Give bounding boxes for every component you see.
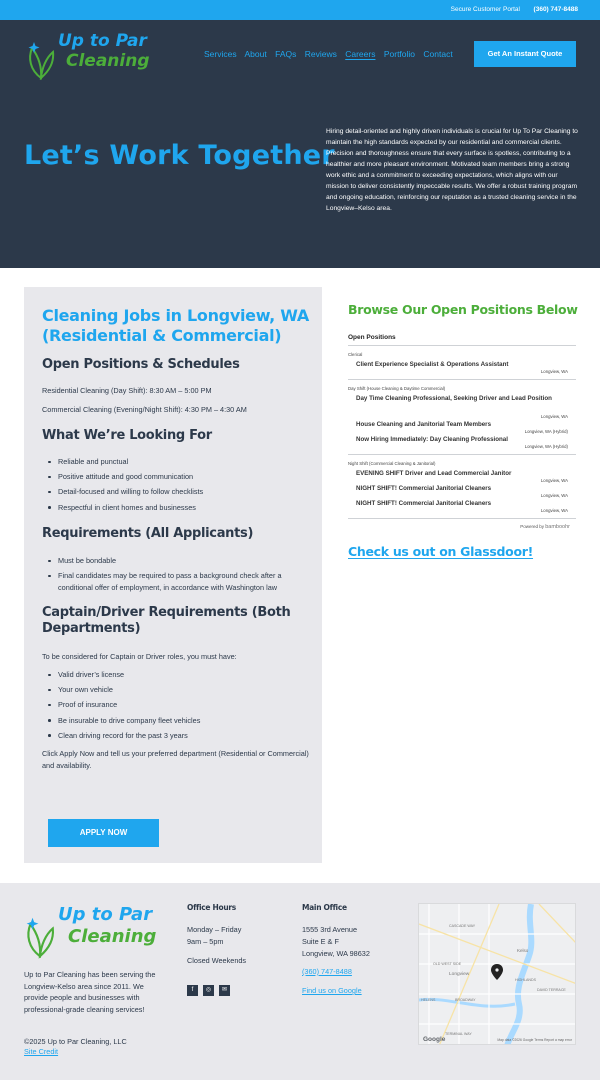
header-logo[interactable] [26, 32, 148, 84]
job-title-link[interactable]: Client Experience Specialist & Operations Assistant [356, 361, 509, 368]
map-label: CASCADE WAY [449, 924, 476, 928]
list-item: Reliable and punctual [58, 456, 308, 468]
jobs-card-title: Cleaning Jobs in Longview, WA (Residential & Commercial) [42, 306, 309, 345]
job-location: Longview, WA [540, 369, 568, 374]
browse-positions-heading: Browse Our Open Positions Below [348, 302, 578, 317]
footer-about: Up to Par Cleaning has been serving the Longview-Kelso area since 2011. We provide people and businesses with professional-grade cleaning services! [24, 970, 156, 1014]
map-label: Longview [449, 972, 470, 977]
logo-line-2: Cleaning [68, 926, 157, 947]
schedule-commercial: Commercial Cleaning (Evening/Night Shift): 4:30 PM – 4:30 AM [42, 405, 247, 414]
list-item: Your own vehicle [58, 684, 308, 696]
map-attribution[interactable]: Map data ©2026 Google Terms Report a map error [497, 1038, 572, 1042]
map-label: BROADWAY [455, 998, 476, 1002]
captain-requirements-list [58, 669, 308, 745]
looking-for-heading: What We’re Looking For [42, 428, 212, 443]
job-title-link[interactable]: NIGHT SHIFT! Commercial Janitorial Cleaners [356, 485, 492, 492]
footer-phone-link[interactable]: (360) 747-8488 [302, 967, 352, 976]
job-listing[interactable] [348, 500, 576, 515]
map-label: OLD WEST SIDE [433, 962, 462, 966]
open-positions-widget [348, 334, 576, 530]
schedule-residential: Residential Cleaning (Day Shift): 8:30 AM – 5:00 PM [42, 386, 212, 395]
nav-about[interactable]: About [244, 49, 267, 59]
customer-portal-link[interactable]: Secure Customer Portal [450, 6, 520, 13]
address-line-2: Suite E & F [302, 937, 339, 946]
hours-time: 9am – 5pm [187, 937, 224, 946]
job-location: Longview, WA (Hybrid) [524, 444, 568, 449]
top-bar [0, 0, 600, 20]
job-group-name: Day Shift (House Cleaning & Daytime Commercial) [348, 386, 446, 391]
job-title-link[interactable]: EVENING SHIFT Driver and Lead Commercial Janitor [356, 470, 512, 477]
apply-now-button[interactable]: APPLY NOW [48, 819, 159, 847]
positions-heading: Open Positions & Schedules [42, 357, 240, 372]
job-title-link[interactable]: NIGHT SHIFT! Commercial Janitorial Cleaners [356, 500, 492, 507]
job-location: Longview, WA [540, 508, 568, 513]
list-item: Proof of insurance [58, 699, 308, 711]
nav-services[interactable]: Services [204, 49, 237, 59]
job-listing[interactable] [348, 470, 576, 485]
jobs-info-card [24, 287, 322, 863]
job-listing[interactable] [348, 485, 576, 500]
job-location: Longview, WA [540, 493, 568, 498]
job-title-link[interactable]: Now Hiring Immediately: Day Cleaning Professional [356, 436, 508, 443]
logo-line-1: Up to Par [58, 904, 153, 925]
main-nav [204, 49, 459, 59]
job-location: Longview, WA (Hybrid) [524, 429, 568, 434]
job-listing[interactable] [348, 395, 576, 421]
hero-section [0, 20, 600, 268]
leaf-sparkle-icon [26, 40, 56, 80]
glassdoor-link[interactable]: Check us out on Glassdoor! [348, 544, 534, 559]
looking-for-list [58, 456, 308, 517]
powered-by-label: Powered by [520, 524, 544, 529]
site-credit-link[interactable]: Site Credit [24, 1047, 59, 1056]
location-map[interactable] [418, 903, 576, 1045]
nav-careers[interactable]: Careers [345, 49, 376, 59]
map-label: TERMINAL WAY [445, 1032, 472, 1036]
map-label: HELENS [421, 998, 436, 1002]
main-office-heading: Main Office [302, 903, 347, 912]
hero-title: Let’s Work Together [24, 140, 335, 171]
nav-faqs[interactable]: FAQs [275, 49, 297, 59]
job-group-name: Clerical [348, 352, 363, 357]
job-group-name: Night Shift (Commercial Cleaning & Janitorial) [348, 461, 436, 466]
requirements-list [58, 555, 308, 597]
hero-description: Hiring detail-oriented and highly driven individuals is crucial for Up To Par Cleaning to maintain the high standards expected by our residential and commercial clients. Precision and thoroughness ensure that every surface is spotless, contributing to a healthier and more pleasant environment. Motivated team members bring a strong work ethic and a commitment to exceeding expectations, which aligns with our mission to deliver consistently impeccable results. We offer a robust training program and ongoing education, reinforcing our reputation as a trusted cleaning service in the Longview–Kelso area. [326, 128, 578, 212]
list-item: Positive attitude and good communication [58, 471, 308, 483]
map-graphic [419, 904, 576, 1045]
job-title-link[interactable]: House Cleaning and Janitorial Team Members [356, 421, 492, 428]
instant-quote-button[interactable]: Get An Instant Quote [474, 41, 576, 67]
apply-instructions: Click Apply Now and tell us your preferred department (Residential or Commercial) and availability. [42, 749, 309, 770]
nav-reviews[interactable]: Reviews [304, 49, 337, 59]
job-listing[interactable] [348, 421, 576, 436]
job-listing[interactable] [348, 436, 576, 451]
list-item: Valid driver’s license [58, 669, 308, 681]
job-group-day-shift [348, 380, 576, 455]
google-link[interactable]: Find us on Google [302, 986, 362, 995]
job-group-clerical [348, 346, 576, 380]
google-wordmark: Google [423, 1036, 446, 1043]
facebook-icon[interactable]: f [187, 985, 198, 996]
captain-driver-heading: Captain/Driver Requirements (Both Departments) [42, 605, 291, 636]
logo-line-1: Up to Par [58, 31, 147, 51]
leaf-sparkle-icon [24, 915, 56, 959]
office-hours-heading: Office Hours [187, 903, 236, 912]
bamboohr-logo: bamboohr [545, 524, 570, 530]
job-location: Longview, WA [540, 478, 568, 483]
requirements-heading: Requirements (All Applicants) [42, 526, 254, 541]
nav-contact[interactable]: Contact [423, 49, 453, 59]
address-line-1: 1555 3rd Avenue [302, 925, 358, 934]
footer-logo[interactable] [24, 905, 160, 961]
list-item: Final candidates may be required to pass a background check after a conditional offer of employment, in accordance with Washington law [58, 570, 308, 593]
hours-days: Monday – Friday [187, 925, 242, 934]
powered-by[interactable] [348, 519, 576, 530]
list-item: Be insurable to drive company fleet vehicles [58, 715, 308, 727]
list-item: Detail-focused and willing to follow checklists [58, 486, 308, 498]
job-title-link[interactable]: Day Time Cleaning Professional, Seeking Driver and Lead Position [356, 395, 552, 402]
captain-intro: To be considered for Captain or Driver roles, you must have: [42, 652, 237, 661]
list-item: Clean driving record for the past 3 years [58, 730, 308, 742]
footer-copyright: ©2025 Up to Par Cleaning, LLC [24, 1037, 127, 1046]
job-listing[interactable] [348, 361, 576, 376]
map-label: HIGHLANDS [515, 978, 536, 982]
nav-portfolio[interactable]: Portfolio [383, 49, 416, 59]
email-icon[interactable]: ✉ [219, 985, 230, 996]
open-positions-title: Open Positions [348, 334, 576, 346]
map-label: Kelso [517, 948, 529, 953]
list-item: Must be bondable [58, 555, 308, 567]
map-label: DAVID TERRACE [537, 988, 566, 992]
job-location: Longview, WA [540, 414, 568, 419]
footer [0, 883, 600, 1080]
list-item: Respectful in client homes and businesses [58, 502, 308, 514]
job-group-night-shift [348, 455, 576, 519]
address-line-3: Longview, WA 98632 [302, 949, 370, 958]
hours-closed: Closed Weekends [187, 956, 247, 965]
instagram-icon[interactable]: ◎ [203, 985, 214, 996]
logo-line-2: Cleaning [66, 51, 150, 71]
topbar-phone-link[interactable]: (360) 747-8488 [533, 6, 578, 13]
